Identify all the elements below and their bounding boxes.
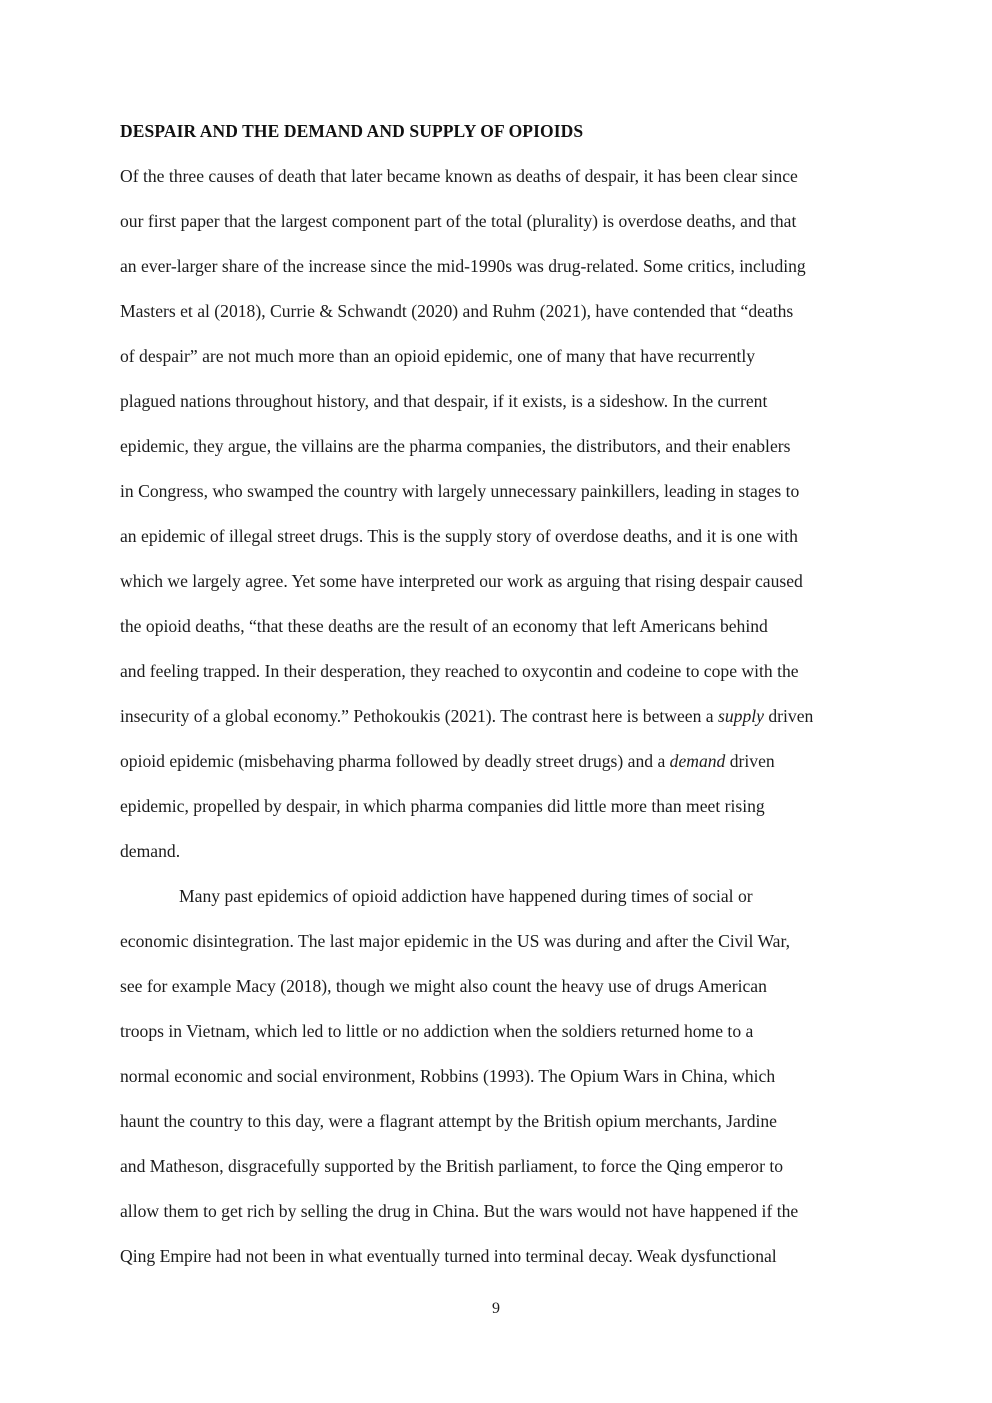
text-run: opioid epidemic (misbehaving pharma followed by deadly street drugs) and a <box>120 751 670 771</box>
text-line: see for example Macy (2018), though we might also count the heavy use of drugs American <box>120 976 767 996</box>
text-line <box>120 746 775 776</box>
text-line: epidemic, propelled by despair, in which pharma companies did little more than meet rising <box>120 796 765 816</box>
text-line: plagued nations throughout history, and that despair, if it exists, is a sideshow. In the current <box>120 391 768 411</box>
section-heading: DESPAIR AND THE DEMAND AND SUPPLY OF OPIOIDS <box>120 121 584 141</box>
text-line: Many past epidemics of opioid addiction have happened during times of social or <box>179 886 753 906</box>
text-line: and feeling trapped. In their desperation, they reached to oxycontin and codeine to cope with the <box>120 661 799 681</box>
page-number: 9 <box>492 1300 500 1317</box>
text-line: demand. <box>120 841 181 861</box>
text-line: an ever-larger share of the increase since the mid-1990s was drug-related. Some critics, including <box>120 256 806 276</box>
italic-term-demand: demand <box>669 751 726 771</box>
text-line: troops in Vietnam, which led to little or no addiction when the soldiers returned home to a <box>120 1021 754 1041</box>
text-line: Of the three causes of death that later became known as deaths of despair, it has been clear since <box>120 166 798 186</box>
text-line <box>120 701 813 731</box>
text-line: Masters et al (2018), Currie & Schwandt (2020) and Ruhm (2021), have contended that “deaths <box>120 301 794 321</box>
text-line: normal economic and social environment, Robbins (1993). The Opium Wars in China, which <box>120 1066 776 1086</box>
italic-term-supply: supply <box>718 706 764 726</box>
text-line: allow them to get rich by selling the drug in China. But the wars would not have happened if the <box>120 1201 799 1221</box>
text-run: driven <box>763 706 814 726</box>
text-run: insecurity of a global economy.” Pethokoukis (2021). The contrast here is between a <box>120 706 719 726</box>
text-line: Qing Empire had not been in what eventually turned into terminal decay. Weak dysfunctional <box>120 1246 777 1266</box>
text-line: economic disintegration. The last major epidemic in the US was during and after the Civil War, <box>120 931 791 951</box>
text-line: in Congress, who swamped the country with largely unnecessary painkillers, leading in stages to <box>120 481 800 501</box>
text-line: haunt the country to this day, were a flagrant attempt by the British opium merchants, Jardine <box>120 1111 777 1131</box>
text-line: epidemic, they argue, the villains are the pharma companies, the distributors, and their enablers <box>120 436 791 456</box>
text-line: an epidemic of illegal street drugs. This is the supply story of overdose deaths, and it is one with <box>120 526 798 546</box>
text-line: which we largely agree. Yet some have interpreted our work as arguing that rising despair caused <box>120 571 803 591</box>
text-line: our first paper that the largest component part of the total (plurality) is overdose deaths, and that <box>120 211 797 231</box>
text-line: and Matheson, disgracefully supported by the British parliament, to force the Qing emperor to <box>120 1156 784 1176</box>
text-line: of despair” are not much more than an opioid epidemic, one of many that have recurrently <box>120 346 756 366</box>
text-line: the opioid deaths, “that these deaths are the result of an economy that left Americans behind <box>120 616 768 636</box>
text-run: driven <box>725 751 775 771</box>
